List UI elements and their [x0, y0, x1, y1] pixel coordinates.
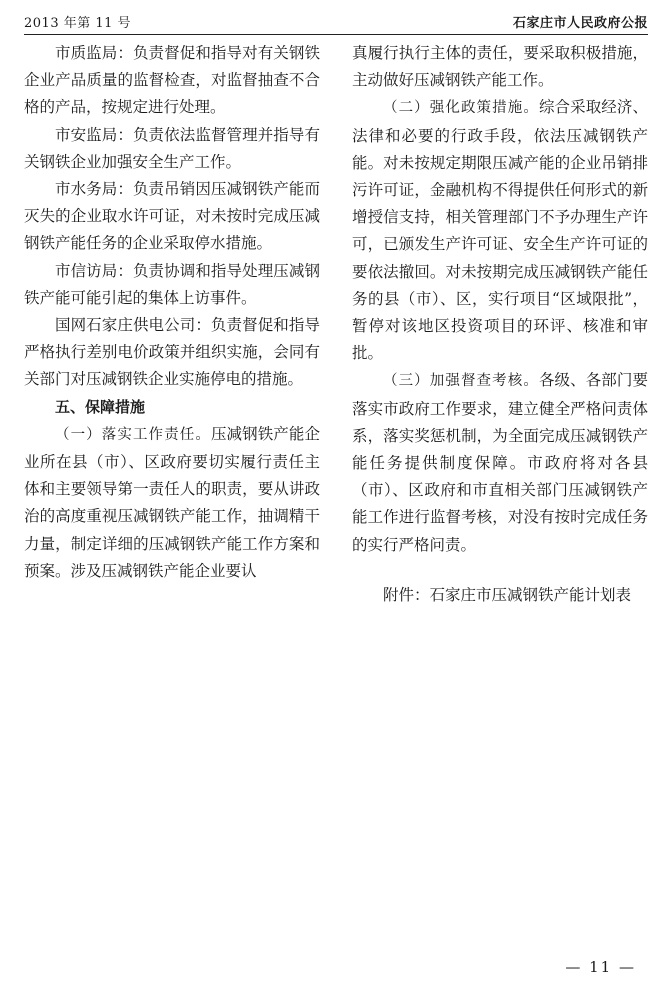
paragraph-petition-bureau: 市信访局：负责协调和指导处理压减钢铁产能可能引起的集体上访事件。 — [24, 261, 320, 307]
attachment-note: 附件：石家庄市压减钢铁产能计划表 — [383, 586, 632, 604]
publication-title: 石家庄市人民政府公报 — [512, 16, 648, 31]
paragraph-power-company: 国网石家庄供电公司：负责督促和指导严格执行差别电价政策并组织实施，会同有关部门对压减钢铁企业实施停电的措施。 — [24, 316, 320, 389]
subsection-title: （二）强化政策措施。 — [383, 100, 539, 117]
paragraph-body: 综合采取经济、法律和必要的行政手段，依法压减钢铁产能。对未按规定期限压减产能的企业吊销排污许可证，金融机构不得提供任何形式的新增授信支持，相关管理部门不予办理生产许可，已颁发生产许可证、安全生产许可证的要依法撤回。对未按期完成压减钢铁产能任务的县（市）、区，实行项目“区域限批”，暂停对该地区投资项目的环评、核准和审批。 — [352, 98, 648, 363]
page-header — [24, 8, 648, 35]
issue-label: 2013 年第 11 号 — [24, 16, 132, 31]
paragraph-body: 压减钢铁产能企业所在县（市）、区政府要切实履行责任主体和主要领导第一责任人的职责，要从讲政治的高度重视压减钢铁产能工作，抽调精干力量，制定详细的压减钢铁产能工作方案和预案。涉及压减钢铁产能企业要认 — [24, 424, 320, 580]
paragraph-water-bureau: 市水务局：负责吊销因压减钢铁产能而灭失的企业取水许可证，对未按时完成压减钢铁产能任务的企业采取停水措施。 — [24, 180, 320, 253]
page-number: — 11 — — [565, 958, 636, 976]
subsection-title: （一）落实工作责任。 — [55, 426, 211, 443]
paragraph-body: 各级、各部门要落实市政府工作要求，建立健全严格问责体系，落实奖惩机制，为全面完成压减钢铁产能任务提供制度保障。市政府将对各县（市）、区政府和市直相关部门压减钢铁产能工作进行监督考核，对没有按时完成任务的实行严格问责。 — [352, 371, 648, 554]
left-column — [24, 40, 320, 585]
paragraph-supervision — [352, 367, 648, 558]
paragraph-quality-bureau: 市质监局：负责督促和指导对有关钢铁企业产品质量的监督检查，对监督抽查不合格的产品，按规定进行处理。 — [24, 44, 320, 117]
section-heading: 五、保障措施 — [55, 397, 146, 416]
subsection-title: （三）加强督查考核。 — [383, 373, 539, 390]
right-column — [352, 40, 648, 559]
paragraph-continuation: 真履行执行主体的责任，要采取积极措施，主动做好压减钢铁产能工作。 — [352, 44, 648, 90]
paragraph-policy — [352, 94, 648, 367]
paragraph-responsibility — [24, 421, 320, 585]
paragraph-safety-bureau: 市安监局：负责依法监督管理并指导有关钢铁企业加强安全生产工作。 — [24, 125, 320, 171]
